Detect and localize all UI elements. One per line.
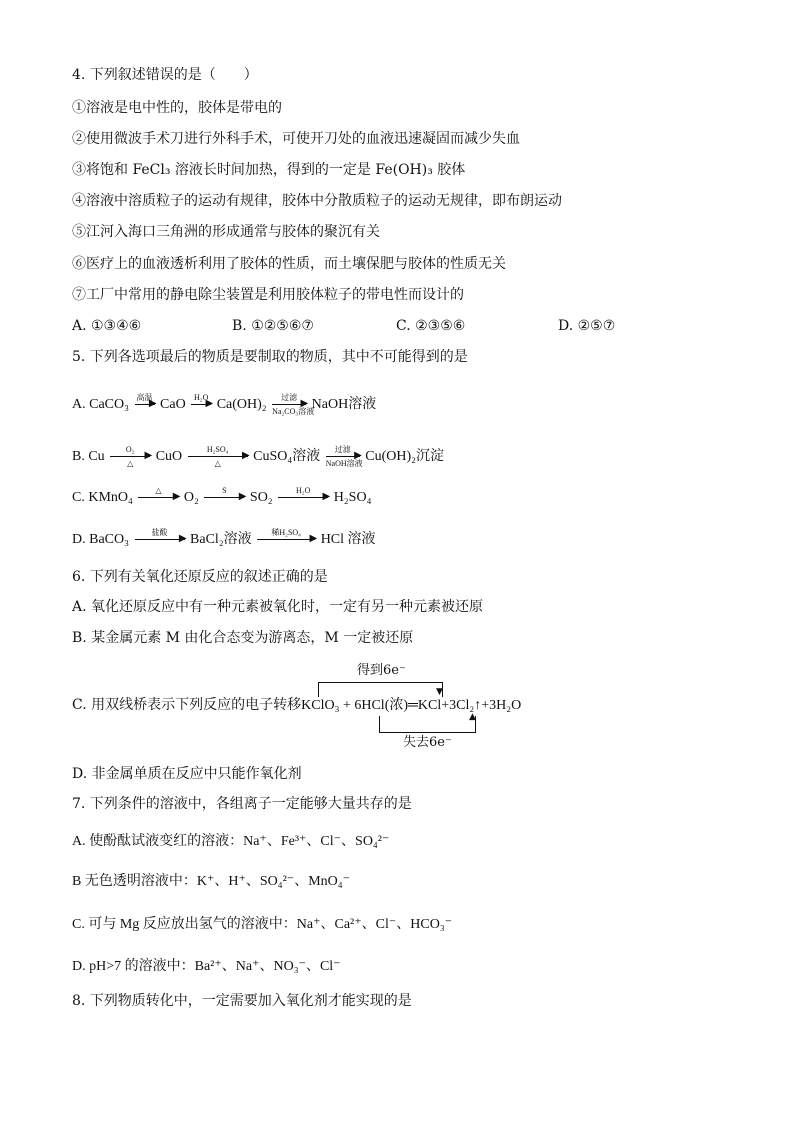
q5-d-cond-2: 稀H₂SO₄	[271, 528, 301, 538]
q6-c-loss-arrowhead: ▲	[469, 712, 476, 722]
q4-stem: 4. 下列叙述错误的是（ ）	[72, 67, 258, 83]
q5-d-s1: BaCO₃	[89, 532, 130, 547]
q6-c-equation: KClO₃ + 6HCl(浓)═KCl+3Cl₂↑+3H₂O	[301, 698, 522, 713]
q5-a-cond-3-top: 过滤	[281, 393, 298, 403]
q5-c-cond-1: △	[155, 486, 162, 496]
q5-a-arrow-2: H₂O ▶	[191, 404, 211, 405]
q5-c-s4: H₂SO₄	[333, 490, 372, 505]
q5-b-s1: Cu	[88, 449, 105, 464]
q5-a-s4: NaOH溶液	[311, 397, 377, 412]
q4-item-4: ④溶液中溶质粒子的运动有规律，胶体中分散质粒子的运动无规律，即布朗运动	[72, 193, 562, 209]
q5-option-b[interactable]	[72, 445, 445, 469]
q5-b-cond-2-bottom: △	[214, 459, 221, 469]
q5-a-s3: Ca(OH)₂	[216, 397, 267, 412]
q5-d-arrow-1: 盐酸 ▶	[135, 539, 185, 540]
q6-c-gain-arrowhead: ▼	[436, 687, 443, 697]
q5-b-cond-1-top: O₂	[125, 445, 135, 455]
q5-c-s3: SO₂	[249, 490, 273, 505]
q5-c-label: C.	[72, 490, 85, 505]
q7-option-b[interactable]: B 无色透明溶液中：K⁺、H⁺、SO₄²⁻、MnO₄⁻	[72, 874, 351, 889]
q6-c-loss-label: 失去6e⁻	[403, 735, 452, 750]
q7-stem: 7. 下列条件的溶液中，各组离子一定能够大量共存的是	[72, 796, 412, 812]
q4-item-3: ③将饱和 FeCl₃ 溶液长时间加热，得到的一定是 Fe(OH)₃ 胶体	[72, 162, 466, 178]
q5-d-s3: HCl 溶液	[320, 532, 376, 547]
q5-b-s2: CuO	[155, 449, 183, 464]
q4-item-5: ⑤江河入海口三角洲的形成通常与胶体的聚沉有关	[72, 224, 380, 240]
q5-c-cond-3: H₂O	[296, 486, 311, 496]
q6-option-c[interactable]	[72, 696, 521, 715]
q5-a-cond-2: H₂O	[194, 393, 209, 403]
q5-a-arrow-1: 高温 ▶	[136, 393, 157, 410]
q5-b-arrow-1: O₂ ▶ △	[110, 456, 150, 457]
q6-option-d[interactable]: D. 非金属单质在反应中只能作氧化剂	[72, 766, 302, 782]
q5-b-arrow-3: 过滤 ▶ NaOH溶液	[325, 445, 363, 469]
q5-b-s3: CuSO₄溶液	[253, 449, 321, 464]
q5-b-cond-2-top: H₂SO₄	[206, 445, 229, 455]
q5-b-s4: Cu(OH)₂沉淀	[365, 449, 445, 464]
q5-option-a[interactable]	[72, 393, 377, 417]
q5-d-cond-1: 盐酸	[151, 528, 168, 538]
q4-option-d[interactable]: D. ②⑤⑦	[558, 318, 616, 334]
q5-stem: 5. 下列各选项最后的物质是要制取的物质，其中不可能得到的是	[72, 349, 468, 365]
q5-c-s1: KMnO₄	[88, 490, 133, 505]
q5-option-d[interactable]	[72, 528, 376, 549]
q5-a-cond-3-bottom: Na₂CO₃溶液	[272, 407, 315, 417]
q5-c-s2: O₂	[183, 490, 199, 505]
q6-c-text: C. 用双线桥表示下列反应的电子转移	[72, 697, 302, 713]
q5-b-cond-1-bottom: △	[127, 459, 134, 469]
q5-a-label: A.	[72, 397, 86, 412]
q5-b-cond-3-top: 过滤	[334, 445, 351, 455]
q4-item-7: ⑦工厂中常用的静电除尘装置是利用胶体粒子的带电性而设计的	[72, 287, 464, 303]
q5-a-cond-1: 高温	[136, 393, 153, 403]
q5-d-arrow-2: 稀H₂SO₄ ▶	[257, 539, 315, 540]
q5-a-arrow-3: 过滤 ▶ Na₂CO₃溶液	[272, 393, 315, 417]
q5-c-cond-2: S	[222, 486, 227, 496]
q5-d-s2: BaCl₂溶液	[190, 532, 252, 547]
q5-a-s1: CaCO₃	[89, 397, 130, 412]
q6-c-gain-bridge	[318, 682, 443, 697]
q4-item-1: ①溶液是电中性的，胶体是带电的	[72, 100, 282, 116]
q5-c-arrow-1: △ ▶	[138, 497, 178, 498]
q5-b-cond-3-bottom: NaOH溶液	[325, 459, 363, 469]
q6-option-a[interactable]: A. 氧化还原反应中有一种元素被氧化时，一定有另一种元素被还原	[72, 599, 484, 615]
q7-option-a[interactable]: A. 使酚酞试液变红的溶液：Na⁺、Fe³⁺、Cl⁻、SO₄²⁻	[72, 834, 390, 849]
q5-b-label: B.	[72, 449, 85, 464]
q5-b-arrow-2: H₂SO₄ ▶ △	[188, 456, 248, 457]
q4-item-6: ⑥医疗上的血液透析利用了胶体的性质，而土壤保肥与胶体的性质无关	[72, 256, 506, 272]
q6-stem: 6. 下列有关氧化还原反应的叙述正确的是	[72, 569, 328, 585]
q6-option-b[interactable]: B. 某金属元素 M 由化合态变为游离态，M 一定被还原	[72, 630, 414, 646]
q7-option-c[interactable]: C. 可与 Mg 反应放出氢气的溶液中：Na⁺、Ca²⁺、Cl⁻、HCO₃⁻	[72, 917, 453, 932]
q6-c-loss-bridge	[379, 716, 476, 733]
q5-a-s2: CaO	[160, 397, 186, 412]
q5-c-arrow-2: S ▶	[204, 497, 244, 498]
q4-option-b[interactable]: B. ①②⑤⑥⑦	[232, 318, 314, 334]
q4-item-2: ②使用微波手术刀进行外科手术，可使开刀处的血液迅速凝固而减少失血	[72, 131, 520, 147]
q5-c-arrow-3: H₂O ▶	[278, 497, 328, 498]
q5-d-label: D.	[72, 532, 86, 547]
q5-option-c[interactable]	[72, 486, 372, 507]
q8-stem: 8. 下列物质转化中，一定需要加入氧化剂才能实现的是	[72, 993, 412, 1009]
q4-option-a[interactable]: A. ①③④⑥	[72, 318, 142, 334]
q4-option-c[interactable]: C. ②③⑤⑥	[396, 318, 466, 334]
q6-c-gain-label: 得到6e⁻	[357, 663, 406, 678]
q7-option-d[interactable]: D. pH>7 的溶液中：Ba²⁺、Na⁺、NO₃⁻、Cl⁻	[72, 959, 341, 974]
